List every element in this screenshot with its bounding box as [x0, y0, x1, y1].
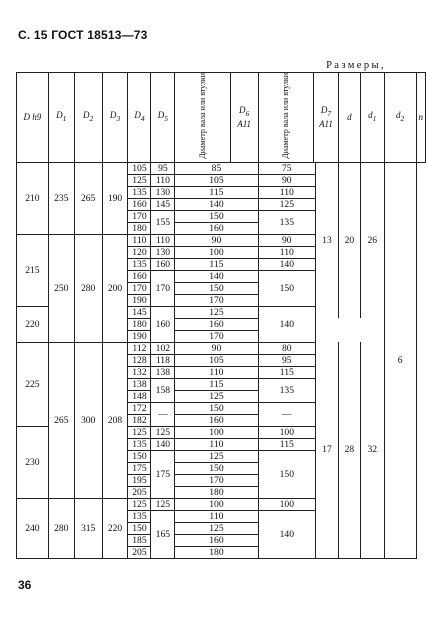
col-hole-diameter: Диаметр вала или втулки: [258, 73, 313, 163]
table-cell: 90: [175, 342, 258, 354]
cell-d-upper: 13: [316, 162, 339, 318]
cell-D: 225: [17, 342, 49, 426]
cell-D2: 265: [74, 162, 102, 234]
table-cell: 135: [128, 186, 151, 198]
col-d1: $d_1$: [360, 73, 384, 163]
page-number: 36: [18, 578, 32, 592]
table-cell: 125: [128, 426, 151, 438]
table-cell: 140: [258, 258, 315, 270]
cell-d2-upper: 26: [360, 162, 384, 318]
cell-D6: 85: [175, 162, 258, 174]
dimensions-table: [16, 72, 426, 559]
table-cell: 150: [258, 270, 315, 306]
cell-D: 230: [17, 426, 49, 498]
cell-D4: 105: [128, 162, 151, 174]
table-cell: 125: [175, 450, 258, 462]
table-cell: 190: [128, 330, 151, 342]
cell-D: 210: [17, 162, 49, 234]
table-cell: 185: [128, 534, 151, 546]
table-cell: 150: [128, 450, 151, 462]
table-cell: 135: [258, 378, 315, 402]
table-cell: 80: [258, 342, 315, 354]
table-cell: 150: [258, 450, 315, 498]
table-cell: 115: [175, 378, 258, 390]
cell-d1-upper: 20: [338, 162, 360, 318]
col-D6: $D_6$ A11: [230, 73, 258, 163]
table-cell: 160: [175, 414, 258, 426]
table-cell: 110: [151, 174, 175, 186]
table-cell: 100: [258, 498, 315, 510]
table-cell: 135: [258, 210, 315, 234]
table-cell: 132: [128, 366, 151, 378]
table-cell: 170: [175, 294, 258, 306]
table-cell: 160: [128, 198, 151, 210]
table-body: [17, 162, 426, 558]
table-cell: 128: [128, 354, 151, 366]
col-D4: $D_4$: [128, 73, 151, 163]
cell-D5: 95: [151, 162, 175, 174]
table-cell: 175: [151, 450, 175, 498]
table-cell: 120: [128, 246, 151, 258]
table-cell: 112: [128, 342, 151, 354]
cell-D3: 200: [102, 234, 128, 342]
table-cell: 110: [175, 510, 258, 522]
cell-d1-lower: 28: [338, 342, 360, 558]
table-cell: 172: [128, 402, 151, 414]
table-cell: 140: [258, 306, 315, 342]
table-cell: 125: [258, 198, 315, 210]
col-n: n: [416, 73, 426, 163]
table-row: [17, 342, 426, 354]
table-cell: 125: [175, 390, 258, 402]
cell-D: 240: [17, 498, 49, 558]
table-cell: 160: [128, 270, 151, 282]
table-cell: 115: [258, 438, 315, 450]
cell-D1: 250: [48, 234, 74, 342]
col-D5: $D_5$: [151, 73, 175, 163]
col-D1: $D_1$: [48, 73, 74, 163]
table-cell: 110: [258, 186, 315, 198]
table-cell: 205: [128, 546, 151, 558]
col-d2: $d_2$: [384, 73, 416, 163]
table-cell: 180: [175, 546, 258, 558]
table-cell: 155: [151, 210, 175, 234]
table-cell: 110: [151, 234, 175, 246]
table-cell: —: [258, 402, 315, 426]
table-cell: 165: [151, 510, 175, 558]
table-cell: 175: [128, 462, 151, 474]
table-cell: 140: [151, 438, 175, 450]
table-cell: 160: [175, 534, 258, 546]
table-cell: 160: [151, 258, 175, 270]
table-cell: 148: [128, 390, 151, 402]
table-cell: 170: [151, 270, 175, 306]
col-shaft-diameter: Диаметр вала или втулки: [175, 73, 230, 163]
table-cell: 180: [128, 222, 151, 234]
table-row: [17, 162, 426, 174]
table-cell: 180: [128, 318, 151, 330]
table-cell: 150: [128, 522, 151, 534]
page-header: С. 15 ГОСТ 18513—73: [18, 28, 148, 42]
col-D: D h9: [17, 73, 49, 163]
cell-D7: 75: [258, 162, 315, 174]
table-cell: 102: [151, 342, 175, 354]
table-cell: 110: [258, 246, 315, 258]
table-cell: 125: [151, 426, 175, 438]
table-cell: 125: [151, 498, 175, 510]
table-cell: 95: [258, 354, 315, 366]
col-D3: $D_3$: [102, 73, 128, 163]
table-cell: 180: [175, 486, 258, 498]
table-cell: 160: [175, 222, 258, 234]
table-cell: 118: [151, 354, 175, 366]
table-cell: 115: [258, 366, 315, 378]
table-cell: 160: [175, 318, 258, 330]
cell-D3: 220: [102, 498, 128, 558]
cell-D1: 235: [48, 162, 74, 234]
table-header-row: [17, 73, 426, 163]
cell-D2: 315: [74, 498, 102, 558]
table-cell: 138: [128, 378, 151, 390]
table-cell: 135: [128, 258, 151, 270]
table-cell: 150: [175, 210, 258, 222]
table-cell: 100: [175, 426, 258, 438]
col-d: d: [338, 73, 360, 163]
table-cell: 125: [175, 306, 258, 318]
table-cell: 90: [258, 234, 315, 246]
table-cell: 125: [128, 498, 151, 510]
table-cell: 110: [128, 234, 151, 246]
cell-D2: 300: [74, 342, 102, 498]
table-cell: 100: [175, 246, 258, 258]
table-cell: 100: [258, 426, 315, 438]
cell-D1: 280: [48, 498, 74, 558]
cell-D: 215: [17, 234, 49, 306]
table-cell: 140: [175, 270, 258, 282]
table-cell: —: [151, 402, 175, 426]
table-cell: 195: [128, 474, 151, 486]
table-cell: 158: [151, 378, 175, 402]
table-cell: 145: [128, 306, 151, 318]
table-cell: 100: [175, 498, 258, 510]
cell-D2: 280: [74, 234, 102, 342]
table-cell: 170: [175, 474, 258, 486]
table-cell: 170: [128, 210, 151, 222]
table-cell: 130: [151, 246, 175, 258]
table-cell: 170: [175, 330, 258, 342]
table-cell: 140: [258, 510, 315, 558]
col-D2: $D_2$: [74, 73, 102, 163]
table-cell: 135: [128, 438, 151, 450]
table-cell: 150: [175, 402, 258, 414]
table-cell: 110: [175, 366, 258, 378]
table-cell: 115: [175, 258, 258, 270]
table-cell: 150: [175, 282, 258, 294]
col-D7: $D_7$ A11: [314, 73, 339, 163]
table-cell: 150: [175, 462, 258, 474]
table-cell: 90: [258, 174, 315, 186]
table-cell: 105: [175, 174, 258, 186]
cell-D3: 190: [102, 162, 128, 234]
table-cell: 145: [151, 198, 175, 210]
table-cell: 135: [128, 510, 151, 522]
table-cell: 138: [151, 366, 175, 378]
table-cell: 182: [128, 414, 151, 426]
table-cell: 190: [128, 294, 151, 306]
cell-d-lower: 17: [316, 342, 339, 558]
cell-D: 220: [17, 306, 49, 342]
table-cell: 125: [175, 522, 258, 534]
cell-D3: 208: [102, 342, 128, 498]
cell-D1: 265: [48, 342, 74, 498]
table-cell: 105: [175, 354, 258, 366]
cell-n: 6: [384, 162, 416, 558]
table-cell: 140: [175, 198, 258, 210]
table-cell: 130: [151, 186, 175, 198]
table-cell: 160: [151, 306, 175, 342]
units-label: Размеры,: [326, 60, 386, 71]
table-cell: 170: [128, 282, 151, 294]
table-cell: 90: [175, 234, 258, 246]
table-cell: 125: [128, 174, 151, 186]
cell-d2-lower: 32: [360, 342, 384, 558]
table-cell: 110: [175, 438, 258, 450]
table-cell: 115: [175, 186, 258, 198]
table-cell: 205: [128, 486, 151, 498]
